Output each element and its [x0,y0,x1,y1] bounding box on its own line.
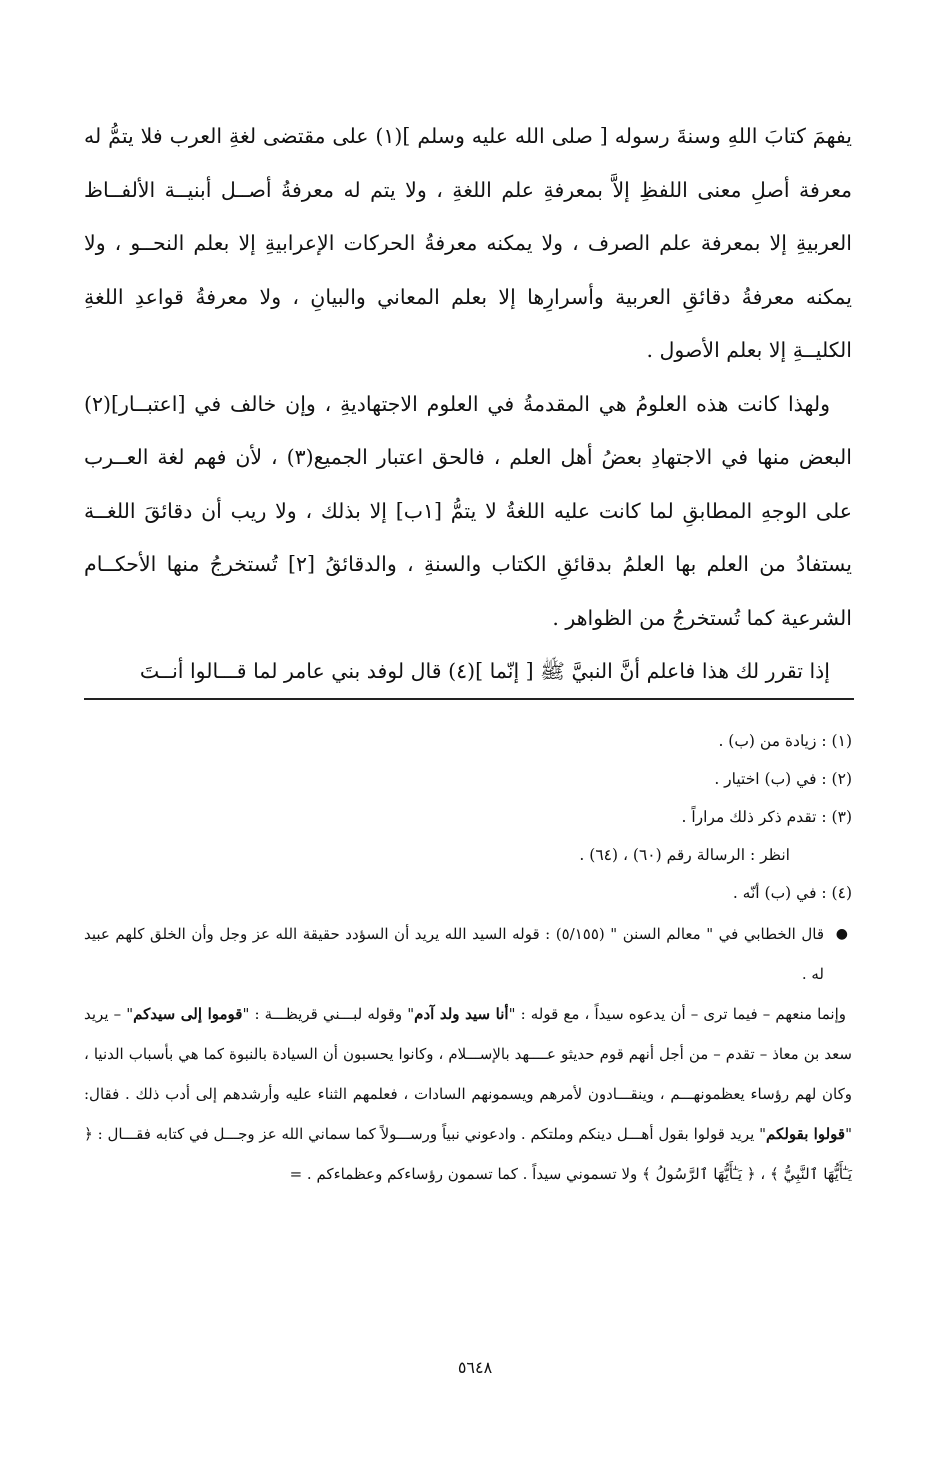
hadith-quote-2: قوموا إلى سيدكم [133,1005,243,1023]
hadith-quote-3: قولوا بقولكم [766,1125,846,1143]
bullet-icon: ● [835,926,848,942]
commentary-text-2a: وإنما منعهم – فيما ترى – أن يدعوه سيداً ، مع قوله : " [508,1005,846,1023]
commentary-text-2g: " يريد قولوا بقول أهـــل دينكم وملتكم . وادعوني نبياً ورســـولاً كما سماني الله عز وجـــل في كتابه فقـــال : ﴿ يَـٰٓأَيُّهَا ٱلنَّبِيُّ ﴾ ، ﴿ يَـٰٓأَيُّهَا ٱلرَّسُولُ ﴾ ولا تسموني سيداً . كما تسمون رؤساءكم وعظماءكم . = [84,1125,852,1183]
main-paragraph-3: إذا تقرر لك هذا فاعلم أنَّ النبيَّ ﷺ [ إنّما ](٤) قال لوفد بني عامر لما قـــالوا أنــتَ [139,659,830,683]
commentary-text-1: قال الخطابي في " معالم السنن " (٥/١٥٥) : قوله السيد الله يريد أن السؤدد حقيقة الله عز وجل وأن الخلق كلهم عبيد له . [84,925,825,983]
page-number: ٥٦٤٨ [457,1358,493,1377]
commentary-block [84,914,852,1194]
hadith-quote-1: أنا سيد ولد آدم [414,1005,509,1023]
main-paragraph-1: يفهمَ كتابَ اللهِ وسنةَ رسوله [ صلى الله عليه وسلم ](١) على مقتضى لغةِ العرب فلا يتمُّ له معرفة أصلِ معنى اللفظِ إلاَّ بمعرفةِ علم اللغةِ ، ولا يتم له معرفةُ أصــل أبنيــة الألفــاظ العربيةِ إلا بمعرفة علم الصرف ، ولا يمكنه معرفةُ الحركات الإعرابيةِ إلا بعلم النحــو ، ولا يمكنه معرفةُ دقائقِ العربية وأسرارِها إلا بعلم المعاني والبيانِ ، ولا معرفةُ قواعدِ اللغةِ الكليــةِ إلا بعلم الأصول . [84,124,852,362]
footnote-3-reference: انظر : الرسالة رقم (٦٠) ، (٦٤) . [579,846,790,864]
commentary-paragraph-1 [84,914,852,994]
main-paragraph-2: ولهذا كانت هذه العلومُ هي المقدمةُ في العلوم الاجتهاديةِ ، وإن خالف في [اعتبــار](٢) البعض منها في الاجتهادِ بعضُ أهل العلم ، فالحق اعتبار الجميع(٣) ، لأن فهم لغة العــرب على الوجهِ المطابقِ لما كانت عليه اللغةُ لا يتمُّ [١ب] إلا بذلك ، ولا ريب أن دقائقَ اللغــة يستفادُ من العلم بها العلمُ بدقائقِ الكتاب والسنةِ ، والدقائقُ [٢] تُستخرجُ منها الأحكــام الشرعية كما تُستخرجُ من الظواهر . [84,391,853,630]
commentary-text-2e: " – يريد سعد بن معاذ – تقدم – من أجل أنهم قوم حديثو عــــهد بالإســـلام ، وكانوا يحسبون أن السيادة بالنبوة كما هي بأسباب الدنيا ، وكان لهم رؤساء يعظمونهـــم ، وينقـــادون لأمرهم ويسمونهم السادات ، فعلمهم الثناء عليه وأرشدهم إلى أدب ذلك . فقال: " [84,1005,852,1143]
commentary-text-2c: " وقوله لبـــني قريظـــة : " [242,1005,415,1023]
footnote-3: (٣) : تقدم ذكر ذلك مراراً . [681,808,852,826]
footnote-2: (٢) : في (ب) اختيار . [714,770,852,788]
footnote-4: (٤) : في (ب) أنّه . [732,884,852,902]
footnotes-section [84,722,852,1194]
footnote-divider [84,698,854,700]
main-text [84,110,852,699]
footnote-1: (١) : زيادة من (ب) . [718,732,852,750]
commentary-paragraph-2 [84,994,852,1194]
